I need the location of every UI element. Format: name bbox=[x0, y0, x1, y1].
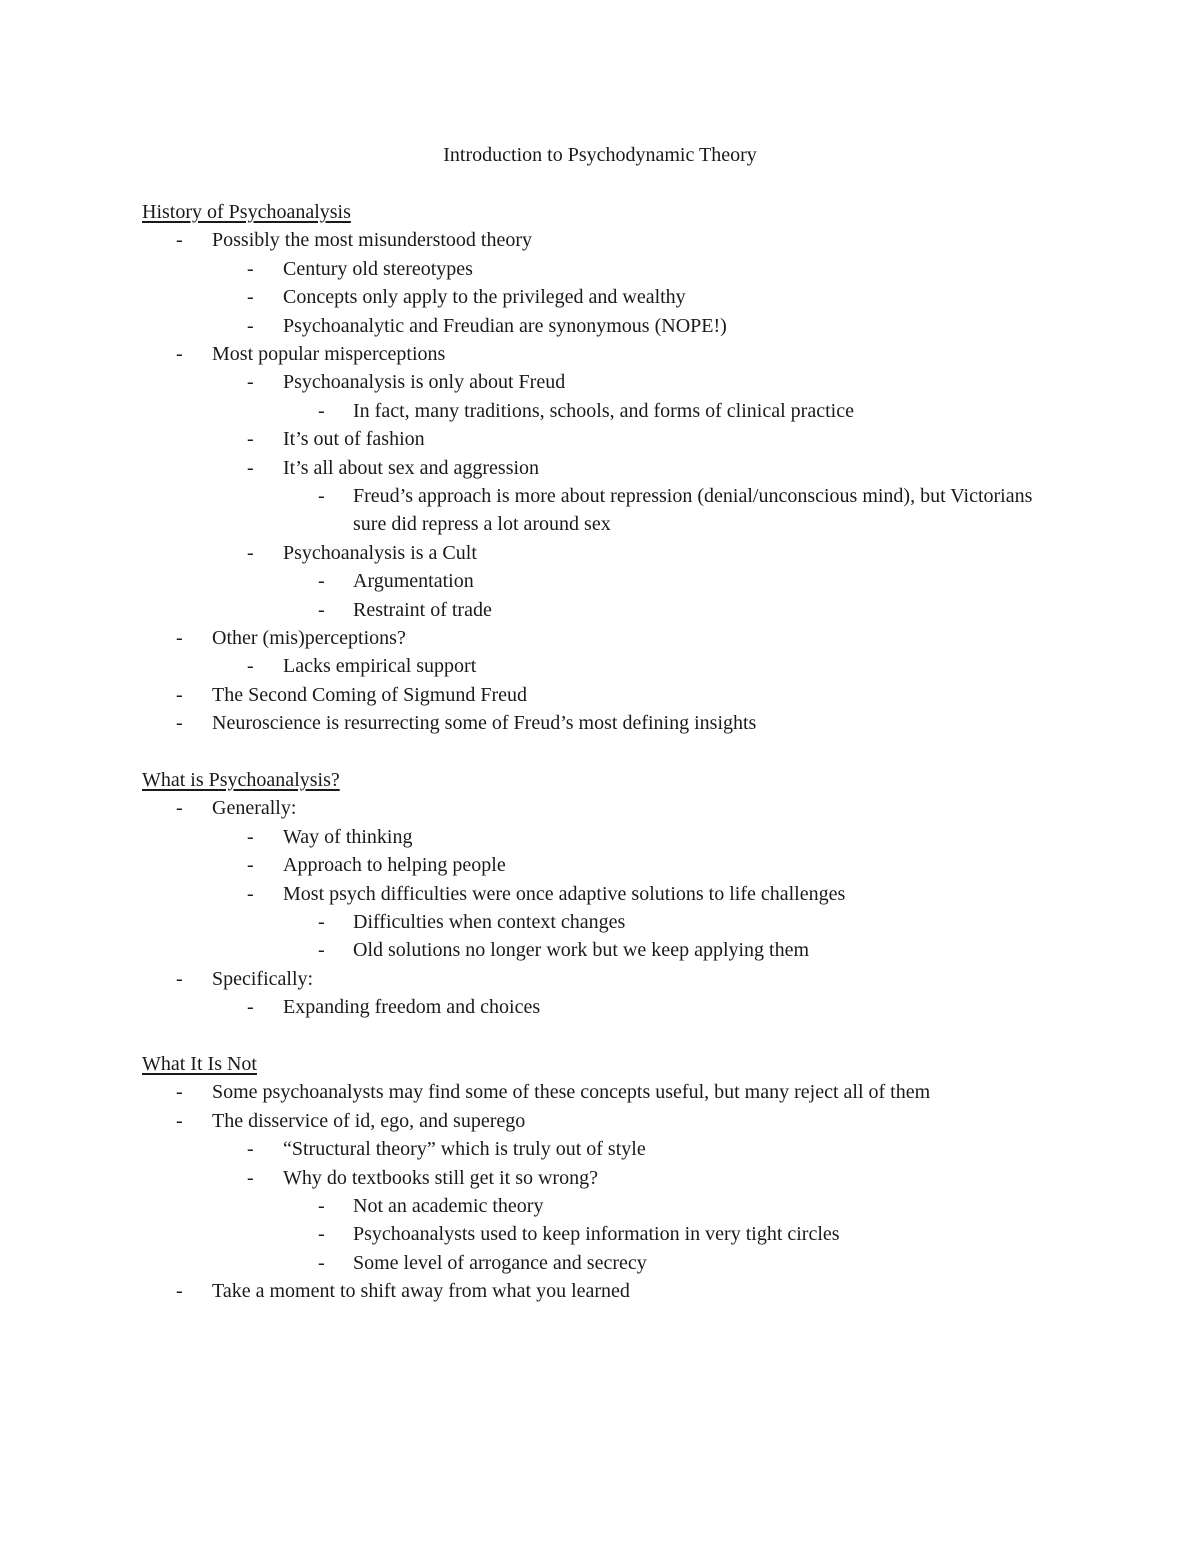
list-item bbox=[142, 993, 1042, 1021]
bullet-dash: - bbox=[247, 371, 254, 394]
list-item bbox=[142, 226, 1042, 254]
bullet-dash: - bbox=[247, 1138, 254, 1161]
list-item bbox=[142, 596, 1042, 624]
list-item-text: Specifically: bbox=[212, 967, 314, 990]
bullet-dash: - bbox=[176, 1109, 183, 1132]
list-item bbox=[142, 255, 1042, 283]
section-heading: What is Psychoanalysis? bbox=[142, 769, 340, 791]
list-item-text: Most popular misperceptions bbox=[212, 343, 446, 366]
list-item-text: Some psychoanalysts may find some of these concepts useful, but many reject all of them bbox=[212, 1081, 931, 1104]
list-item bbox=[142, 1192, 1042, 1220]
bullet-dash: - bbox=[176, 797, 183, 820]
list-item bbox=[142, 1249, 1042, 1277]
list-item-text: Way of thinking bbox=[283, 825, 413, 848]
section-what-it-is-not bbox=[142, 1050, 1042, 1306]
bullet-dash: - bbox=[247, 655, 254, 678]
list-item bbox=[142, 482, 1042, 539]
document-title: Introduction to Psychodynamic Theory bbox=[443, 144, 757, 166]
bullet-dash: - bbox=[176, 712, 183, 735]
bullet-dash: - bbox=[318, 485, 325, 508]
list-item-text: Lacks empirical support bbox=[283, 655, 477, 678]
outline-list bbox=[142, 226, 1042, 737]
bullet-dash: - bbox=[318, 911, 325, 934]
list-item-text: Some level of arrogance and secrecy bbox=[353, 1251, 647, 1274]
list-item-text: Difficulties when context changes bbox=[353, 911, 626, 934]
list-item-text: Psychoanalysis is a Cult bbox=[283, 541, 477, 564]
bullet-dash: - bbox=[318, 570, 325, 593]
list-item-text: It’s out of fashion bbox=[283, 428, 425, 451]
bullet-dash: - bbox=[247, 1166, 254, 1189]
list-item bbox=[142, 1220, 1042, 1248]
list-item-text: Expanding freedom and choices bbox=[283, 996, 541, 1019]
list-item bbox=[142, 567, 1042, 595]
list-item bbox=[142, 1277, 1042, 1305]
section-heading: What It Is Not bbox=[142, 1053, 257, 1075]
list-item bbox=[142, 681, 1042, 709]
bullet-dash: - bbox=[318, 598, 325, 621]
list-item bbox=[142, 340, 1042, 368]
bullet-dash: - bbox=[247, 314, 254, 337]
list-item-text: Not an academic theory bbox=[353, 1195, 544, 1218]
bullet-dash: - bbox=[247, 456, 254, 479]
list-item-text: Possibly the most misunderstood theory bbox=[212, 229, 532, 252]
list-item-text: Restraint of trade bbox=[353, 598, 492, 621]
list-item-text: Generally: bbox=[212, 797, 297, 820]
list-item-text: “Structural theory” which is truly out of style bbox=[283, 1138, 646, 1161]
list-item bbox=[142, 425, 1042, 453]
list-item bbox=[142, 1135, 1042, 1163]
bullet-dash: - bbox=[176, 967, 183, 990]
list-item bbox=[142, 1107, 1042, 1135]
list-item bbox=[142, 368, 1042, 396]
list-item-text: Most psych difficulties were once adaptive solutions to life challenges bbox=[283, 882, 846, 905]
bullet-dash: - bbox=[318, 1195, 325, 1218]
list-item bbox=[142, 908, 1042, 936]
outline-list bbox=[142, 794, 1042, 1021]
list-item-text: Psychoanalytic and Freudian are synonymous (NOPE!) bbox=[283, 314, 727, 337]
list-item-text: The Second Coming of Sigmund Freud bbox=[212, 683, 527, 706]
bullet-dash: - bbox=[318, 1223, 325, 1246]
list-item-text: Psychoanalysts used to keep information in very tight circles bbox=[353, 1223, 840, 1246]
bullet-dash: - bbox=[247, 996, 254, 1019]
bullet-dash: - bbox=[176, 1280, 183, 1303]
bullet-dash: - bbox=[176, 229, 183, 252]
bullet-dash: - bbox=[247, 854, 254, 877]
list-item bbox=[142, 880, 1042, 908]
list-item bbox=[142, 936, 1042, 964]
list-item bbox=[142, 709, 1042, 737]
list-item-text: Psychoanalysis is only about Freud bbox=[283, 371, 566, 394]
list-item bbox=[142, 1164, 1042, 1192]
bullet-dash: - bbox=[318, 1251, 325, 1274]
list-item bbox=[142, 454, 1042, 482]
list-item-text: Other (mis)perceptions? bbox=[212, 627, 406, 650]
list-item bbox=[142, 283, 1042, 311]
bullet-dash: - bbox=[247, 825, 254, 848]
list-item-text: Century old stereotypes bbox=[283, 257, 473, 280]
list-item-text: Argumentation bbox=[353, 570, 474, 593]
list-item bbox=[142, 539, 1042, 567]
bullet-dash: - bbox=[176, 1081, 183, 1104]
list-item bbox=[142, 965, 1042, 993]
list-item bbox=[142, 851, 1042, 879]
section-history-of-psychoanalysis bbox=[142, 198, 1042, 738]
list-item bbox=[142, 1078, 1042, 1106]
list-item bbox=[142, 794, 1042, 822]
list-item-text: Old solutions no longer work but we keep applying them bbox=[353, 939, 810, 962]
list-item bbox=[142, 823, 1042, 851]
list-item-text: Neuroscience is resurrecting some of Freud’s most defining insights bbox=[212, 712, 757, 735]
outline-list bbox=[142, 1078, 1042, 1305]
section-heading: History of Psychoanalysis bbox=[142, 201, 351, 223]
list-item-text: Concepts only apply to the privileged and wealthy bbox=[283, 286, 686, 309]
list-item bbox=[142, 312, 1042, 340]
bullet-dash: - bbox=[247, 257, 254, 280]
bullet-dash: - bbox=[176, 343, 183, 366]
bullet-dash: - bbox=[318, 399, 325, 422]
list-item-text: In fact, many traditions, schools, and forms of clinical practice bbox=[353, 399, 854, 422]
list-item-text: Approach to helping people bbox=[283, 854, 506, 877]
list-item-text: Freud’s approach is more about repression (denial/unconscious mind), but Victorians sure did repress a lot around sex bbox=[353, 485, 1033, 536]
list-item-text: Why do textbooks still get it so wrong? bbox=[283, 1166, 598, 1189]
list-item-text: It’s all about sex and aggression bbox=[283, 456, 540, 479]
list-item bbox=[142, 624, 1042, 652]
section-what-is-psychoanalysis bbox=[142, 766, 1042, 1022]
bullet-dash: - bbox=[176, 683, 183, 706]
bullet-dash: - bbox=[247, 428, 254, 451]
bullet-dash: - bbox=[247, 541, 254, 564]
bullet-dash: - bbox=[318, 939, 325, 962]
list-item bbox=[142, 397, 1042, 425]
list-item bbox=[142, 652, 1042, 680]
list-item-text: The disservice of id, ego, and superego bbox=[212, 1109, 526, 1132]
list-item-text: Take a moment to shift away from what you learned bbox=[212, 1280, 630, 1303]
bullet-dash: - bbox=[247, 286, 254, 309]
bullet-dash: - bbox=[176, 627, 183, 650]
bullet-dash: - bbox=[247, 882, 254, 905]
